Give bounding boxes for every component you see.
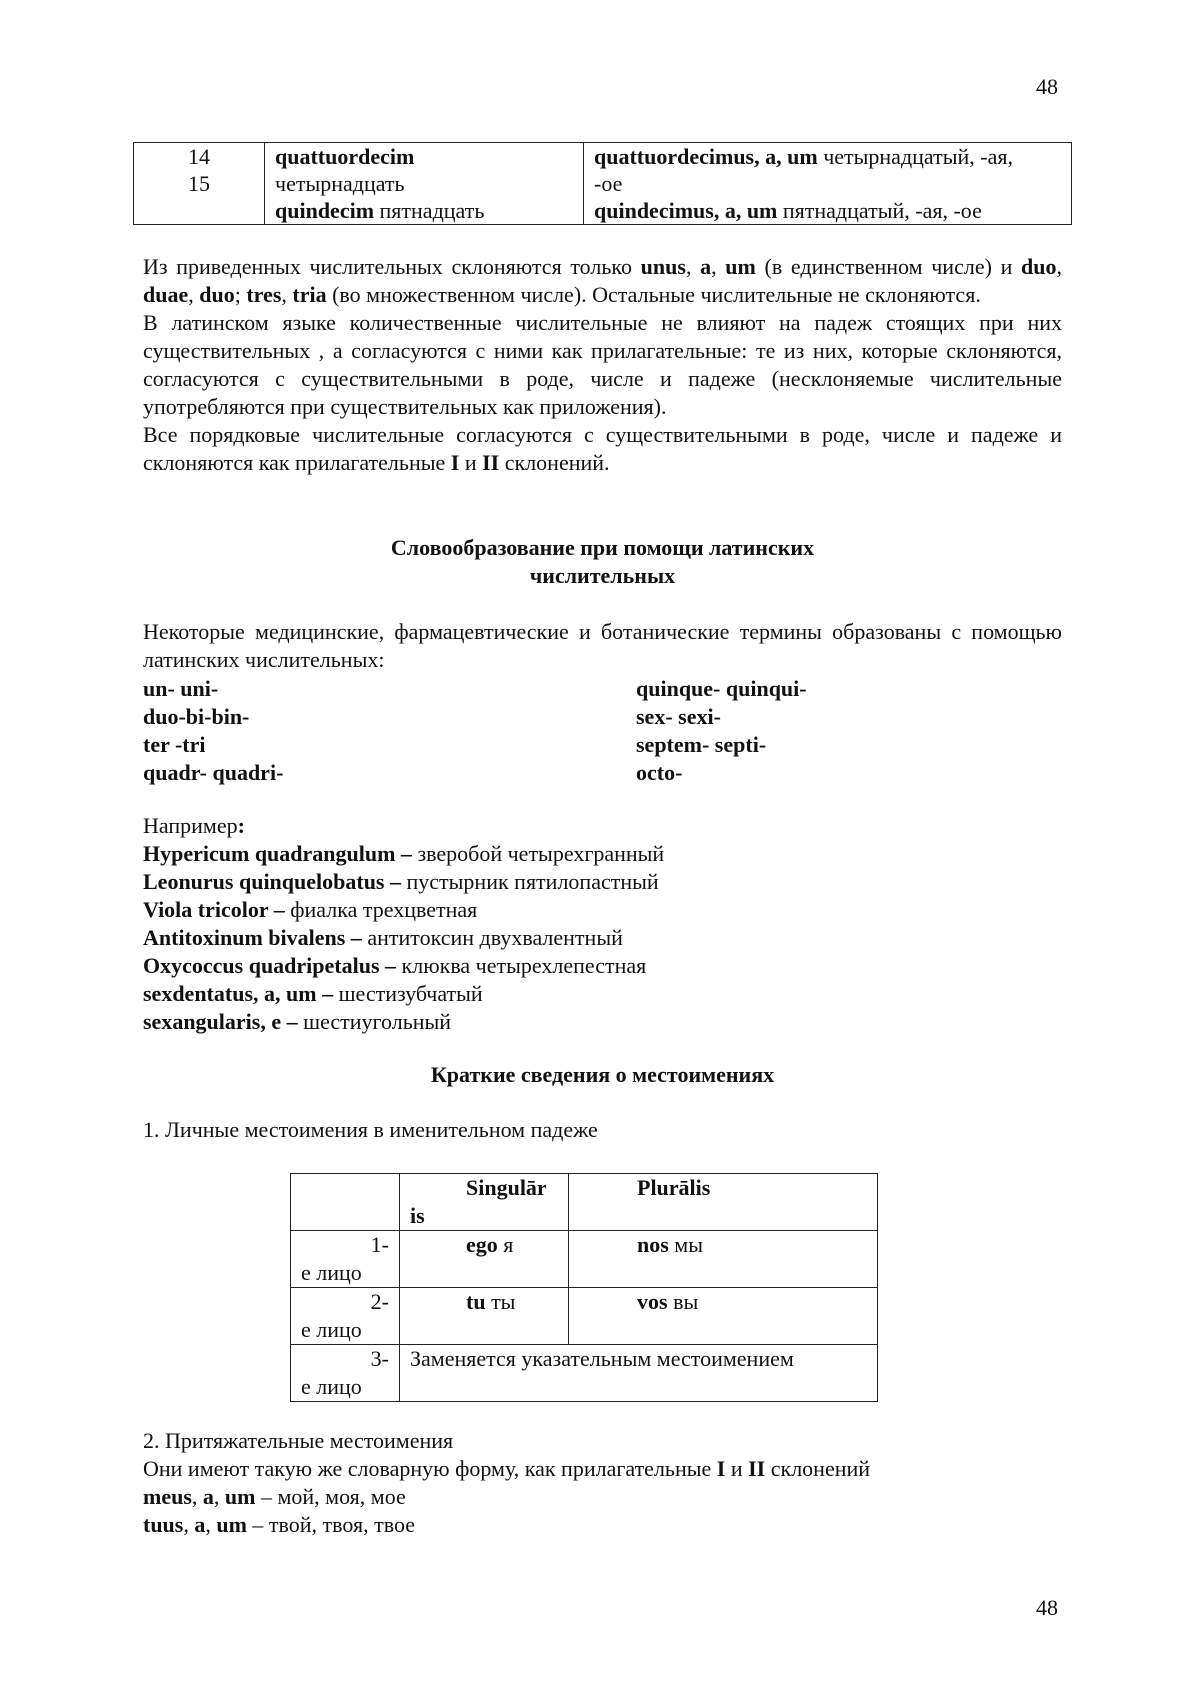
- example-item: Antitoxinum bivalens – антитоксин двухвалентный: [143, 925, 623, 950]
- prefix-column-left: [143, 675, 283, 787]
- example-item: Leonurus quinquelobatus – пустырник пятилопастный: [143, 869, 659, 894]
- numerals-table: [133, 142, 1072, 225]
- example-label: Например:: [143, 813, 245, 838]
- example-item: Oxycoccus quadripetalus – клюква четырехлепестная: [143, 953, 647, 978]
- pronoun-third-person-note: Заменяется указательным местоимением: [400, 1345, 878, 1402]
- numbers-cell: [134, 143, 265, 225]
- prefix-item: quadr- quadri-: [143, 760, 284, 785]
- paragraph-cardinal-agreement: В латинском языке количественные числительные не влияют на падеж стоящих при них существительных , а согласуются с ними как прилагательные: те из них, которые склоняются, согласуются с существительными в роде, числе и падеже (несклоняемые числительные употребляются при существительных как приложения).: [143, 310, 1062, 419]
- pronoun-header-singular: Singulār is: [400, 1174, 569, 1231]
- prefix-item: sex- sexi-: [636, 704, 721, 729]
- cardinal-line: четырнадцать: [275, 171, 405, 196]
- examples-list: [143, 812, 664, 1036]
- pronoun-person-2: 2- е лицо: [291, 1288, 400, 1345]
- number-15: 15: [188, 171, 210, 196]
- pronoun-plural-2: vos вы: [569, 1288, 878, 1345]
- ordinal-cell: [584, 143, 1072, 225]
- pronoun-singular-2: tu ты: [400, 1288, 569, 1345]
- section-personal-pronouns: 1. Личные местоимения в именительном падеже: [143, 1117, 598, 1142]
- prefix-item: duo-bi-bin-: [143, 704, 250, 729]
- page-number-bottom: 48: [1036, 1595, 1058, 1620]
- personal-pronoun-table: [290, 1173, 878, 1402]
- pronoun-person-3: 3- е лицо: [291, 1345, 400, 1402]
- example-item: sexangularis, e – шестиугольный: [143, 1009, 452, 1034]
- possessive-description: Они имеют такую же словарную форму, как прилагательные I и II склонений: [143, 1456, 871, 1481]
- possessive-item: tuus, a, um – твой, твоя, твое: [143, 1512, 415, 1537]
- section-possessive-pronouns: 2. Притяжательные местоимения Они имеют такую же словарную форму, как прилагательные I и II склонений meus, a, um – мой, моя, мое tuus, a, um – твой, твоя, твое: [143, 1427, 1062, 1539]
- ordinal-line: quindecimus, a, um пятнадцатый, -ая, -ое: [594, 198, 982, 223]
- number-14: 14: [188, 144, 210, 169]
- prefix-item: ter -tri: [143, 732, 206, 757]
- pronoun-header-plural: Plurālis: [569, 1174, 878, 1231]
- cardinal-line: quindecim пятнадцать: [275, 198, 485, 223]
- example-item: Hypericum quadrangulum – зверобой четырехгранный: [143, 841, 665, 866]
- cardinal-cell: [265, 143, 584, 225]
- heading-word-formation: Словообразование при помощи латинских числительных: [390, 535, 815, 588]
- pronoun-person-1: 1- е лицо: [291, 1231, 400, 1288]
- ordinal-line: quattuordecimus, a, um четырнадцатый, -ая,: [594, 144, 1013, 169]
- example-item: sexdentatus, a, um – шестизубчатый: [143, 981, 483, 1006]
- prefix-item: un- uni-: [143, 676, 219, 701]
- pronoun-plural-1: nos мы: [569, 1231, 878, 1288]
- prefix-item: septem- septi-: [636, 732, 767, 757]
- prefix-item: quinque- quinqui-: [636, 676, 807, 701]
- paragraph-ordinal-agreement: Все порядковые числительные согласуются с существительными в роде, числе и падеже и склоняются как прилагательные I и II склонений.: [143, 422, 1062, 475]
- prefix-item: octo-: [636, 760, 683, 785]
- cardinal-line: quattuordecim: [275, 144, 415, 169]
- paragraph-terms-intro: Некоторые медицинские, фармацевтические и ботанические термины образованы с помощью латинских числительных:: [143, 619, 1062, 672]
- prefix-column-right: [636, 675, 807, 787]
- heading-pronouns: Краткие сведения о местоимениях: [430, 1062, 775, 1087]
- ordinal-line: -ое: [594, 171, 623, 196]
- example-item: Viola tricolor – фиалка трехцветная: [143, 897, 478, 922]
- paragraph-declinable: Из приведенных числительных склоняются только unus, a, um (в единственном числе) и duo, duae, duo; tres, tria (во множественном числе). Остальные числительные не склоняются.: [143, 254, 1063, 307]
- declension-paragraphs: [143, 253, 1062, 477]
- pronoun-header-empty: [291, 1174, 400, 1231]
- possessive-item: meus, a, um – мой, моя, мое: [143, 1484, 406, 1509]
- page-number-top: 48: [1036, 74, 1058, 99]
- pronoun-singular-1: ego я: [400, 1231, 569, 1288]
